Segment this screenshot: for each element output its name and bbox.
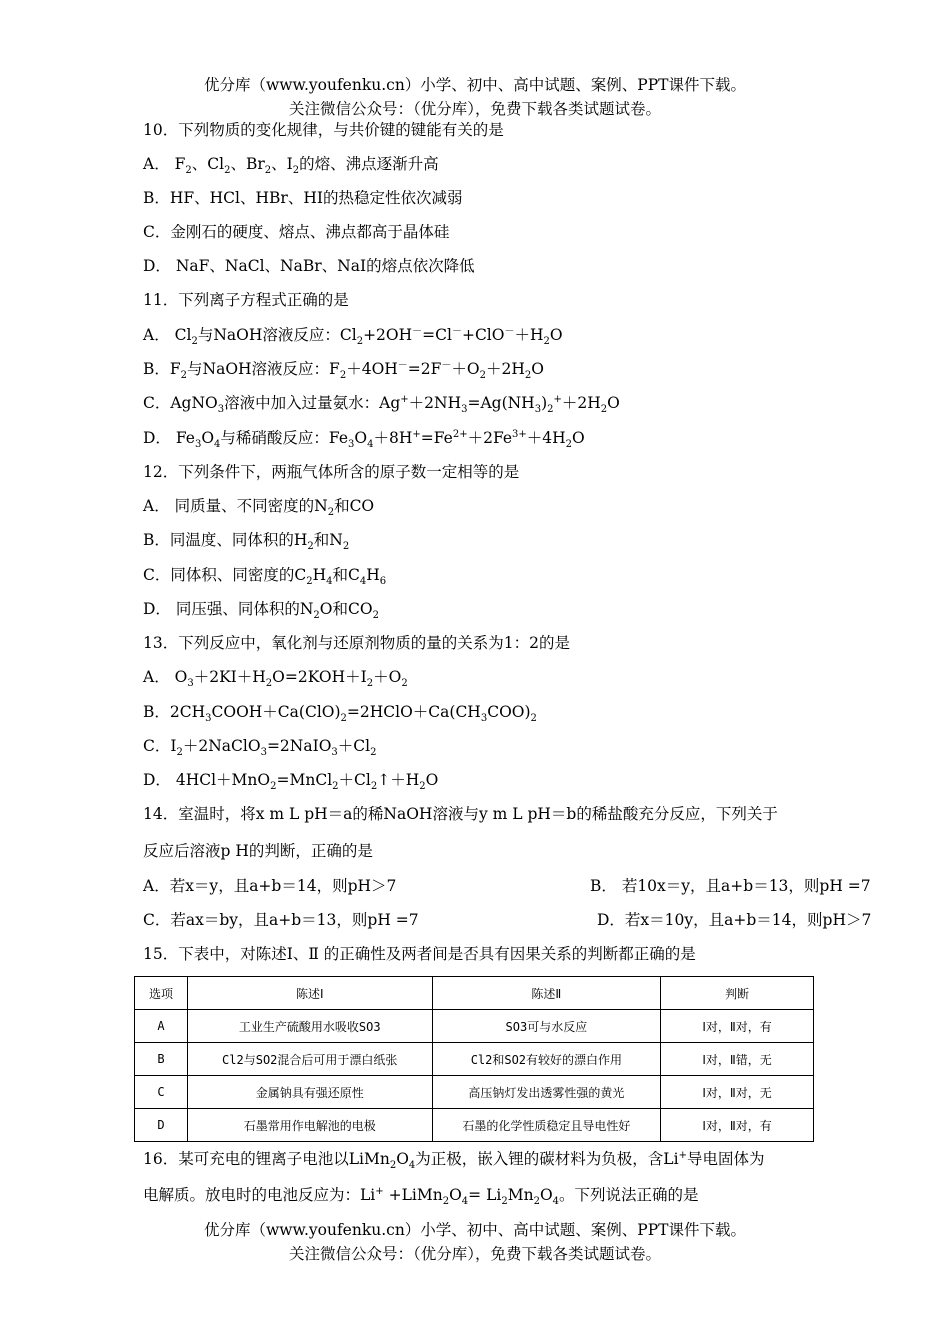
table-header-cell: 判断: [661, 977, 814, 1010]
table-cell: C: [135, 1076, 188, 1109]
q16-stem-line-2: 电解质。放电时的电池反应为：$Li^+ +LiMn_2O_4= Li_2Mn_2O_4$。下列说法正确的是: [143, 1185, 699, 1208]
table-cell: 石墨的化学性质稳定且导电性好: [432, 1109, 661, 1142]
header-banner: [0, 73, 950, 121]
q11-option-d: D． $Fe_3O_4$与稀硝酸反应：$Fe_3O_4+8H^+=Fe^{2+}+2Fe^{3+}+4H_2O$: [143, 428, 585, 451]
q15-stem: 15．下表中，对陈述Ⅰ、Ⅱ 的正确性及两者间是否具有因果关系的判断都正确的是: [143, 945, 696, 963]
q12-option-d: D． 同压强、同体积的$N_2O$和$CO_2$: [143, 600, 379, 622]
q12-stem: 12．下列条件下，两瓶气体所含的原子数一定相等的是: [143, 463, 520, 481]
table-header-cell: 选项: [135, 977, 188, 1010]
q13-option-a: A． $O_3+2KI+H_2O=2KOH+I_2+O_2$: [143, 668, 408, 690]
q12-option-b: B．同温度、同体积的$H_2$和$N_2$: [143, 531, 350, 553]
q14-option-a: A．若x＝y，且a+b＝14，则pH＞7: [143, 877, 397, 895]
table-cell: SO3可与水反应: [432, 1010, 661, 1043]
table-cell: 高压钠灯发出透雾性强的黄光: [432, 1076, 661, 1109]
q14-option-c: C．若ax＝by，且a+b＝13，则pH =7: [143, 911, 419, 929]
q14-stem-line-2: 反应后溶液p H的判断，正确的是: [143, 842, 373, 860]
q11-option-b: B．$F_2$与NaOH溶液反应：$F_2+4OH^-=2F^-+O_2+2H_2O$: [143, 359, 544, 382]
q10-option-d: D． NaF、NaCl、NaBr、NaI的熔点依次降低: [143, 257, 475, 275]
q10-option-b: B．HF、HCl、HBr、HI的热稳定性依次减弱: [143, 189, 463, 207]
banner-line-1: 优分库（www.youfenku.cn）小学、初中、高中试题、案例、PPT课件下载。: [203, 76, 747, 94]
table-header-cell: 陈述Ⅰ: [187, 977, 432, 1010]
table-cell: B: [135, 1043, 188, 1076]
table-header-row: [135, 977, 814, 1010]
q10-option-c: C．金刚石的硬度、熔点、沸点都高于晶体硅: [143, 223, 450, 241]
q15-table: [134, 976, 814, 1142]
q11-option-c: C．AgNO$_3$溶液中加入过量氨水：$Ag^++2NH_3=Ag(NH_3)_2^++2H_2O$: [143, 393, 620, 416]
q14-stem-line-1: 14．室温时，将x m L pH＝a的稀NaOH溶液与y m L pH＝b的稀盐酸充分反应，下列关于: [143, 805, 778, 823]
table-cell: Cl2和SO2有较好的漂白作用: [432, 1043, 661, 1076]
q11-option-a: A． $Cl_2$与NaOH溶液反应：$Cl_2+2OH^-=Cl^-+ClO^-+H_2O$: [143, 325, 563, 348]
q12-option-a: A． 同质量、不同密度的$N_2$和CO: [143, 497, 375, 519]
table-cell: Ⅰ对，Ⅱ对，有: [661, 1109, 814, 1142]
table-header-cell: 陈述Ⅱ: [432, 977, 661, 1010]
q16-stem-line-1: 16．某可充电的锂离子电池以$LiMn_2O_4$为正极，嵌入锂的碳材料为负极，含Li+导电固体为: [143, 1149, 765, 1172]
table-row: [135, 1010, 814, 1043]
q14-option-b: B． 若10x＝y，且a+b＝13，则pH =7: [590, 877, 871, 895]
table-cell: A: [135, 1010, 188, 1043]
banner-line-1: 优分库（www.youfenku.cn）小学、初中、高中试题、案例、PPT课件下载。: [203, 1221, 747, 1239]
q13-stem: 13．下列反应中，氧化剂与还原剂物质的量的关系为1：2的是: [143, 634, 570, 652]
table-cell: D: [135, 1109, 188, 1142]
q13-option-b: B．$2CH_3COOH+Ca(ClO)_2=2HClO+Ca(CH_3COO)_2$: [143, 703, 537, 725]
q14-option-d: D．若x＝10y，且a+b＝14，则pH＞7: [597, 911, 872, 929]
table-cell: Ⅰ对，Ⅱ错，无: [661, 1043, 814, 1076]
q11-stem: 11．下列离子方程式正确的是: [143, 291, 349, 309]
table-row: [135, 1109, 814, 1142]
q12-option-c: C．同体积、同密度的$C_2H_4$和$C_4H_6$: [143, 566, 387, 588]
table-cell: Cl2与SO2混合后可用于漂白纸张: [187, 1043, 432, 1076]
banner-line-2: 关注微信公众号：（优分库），免费下载各类试题试卷。: [288, 1245, 661, 1263]
table-row: [135, 1043, 814, 1076]
footer-banner: [0, 1218, 950, 1266]
table-cell: Ⅰ对，Ⅱ对，无: [661, 1076, 814, 1109]
table-cell: 工业生产硫酸用水吸收SO3: [187, 1010, 432, 1043]
banner-line-2: 关注微信公众号：（优分库），免费下载各类试题试卷。: [288, 100, 661, 118]
q10-stem: 10．下列物质的变化规律，与共价键的键能有关的是: [143, 121, 504, 139]
table-cell: 石墨常用作电解池的电极: [187, 1109, 432, 1142]
table-cell: Ⅰ对，Ⅱ对，有: [661, 1010, 814, 1043]
q13-option-c: C．$I_2+2NaClO_3=2NaIO_3+Cl_2$: [143, 737, 377, 759]
table-cell: 金属钠具有强还原性: [187, 1076, 432, 1109]
table-row: [135, 1076, 814, 1109]
q13-option-d: D． $4HCl+MnO_2=MnCl_2+Cl_2↑+H_2O$: [143, 771, 439, 793]
q10-option-a: A． $F_2$、$Cl_2$、$Br_2$、$I_2$的熔、沸点逐渐升高: [143, 155, 439, 177]
q14-row-ab: [143, 875, 871, 897]
q14-row-cd: [143, 909, 872, 931]
